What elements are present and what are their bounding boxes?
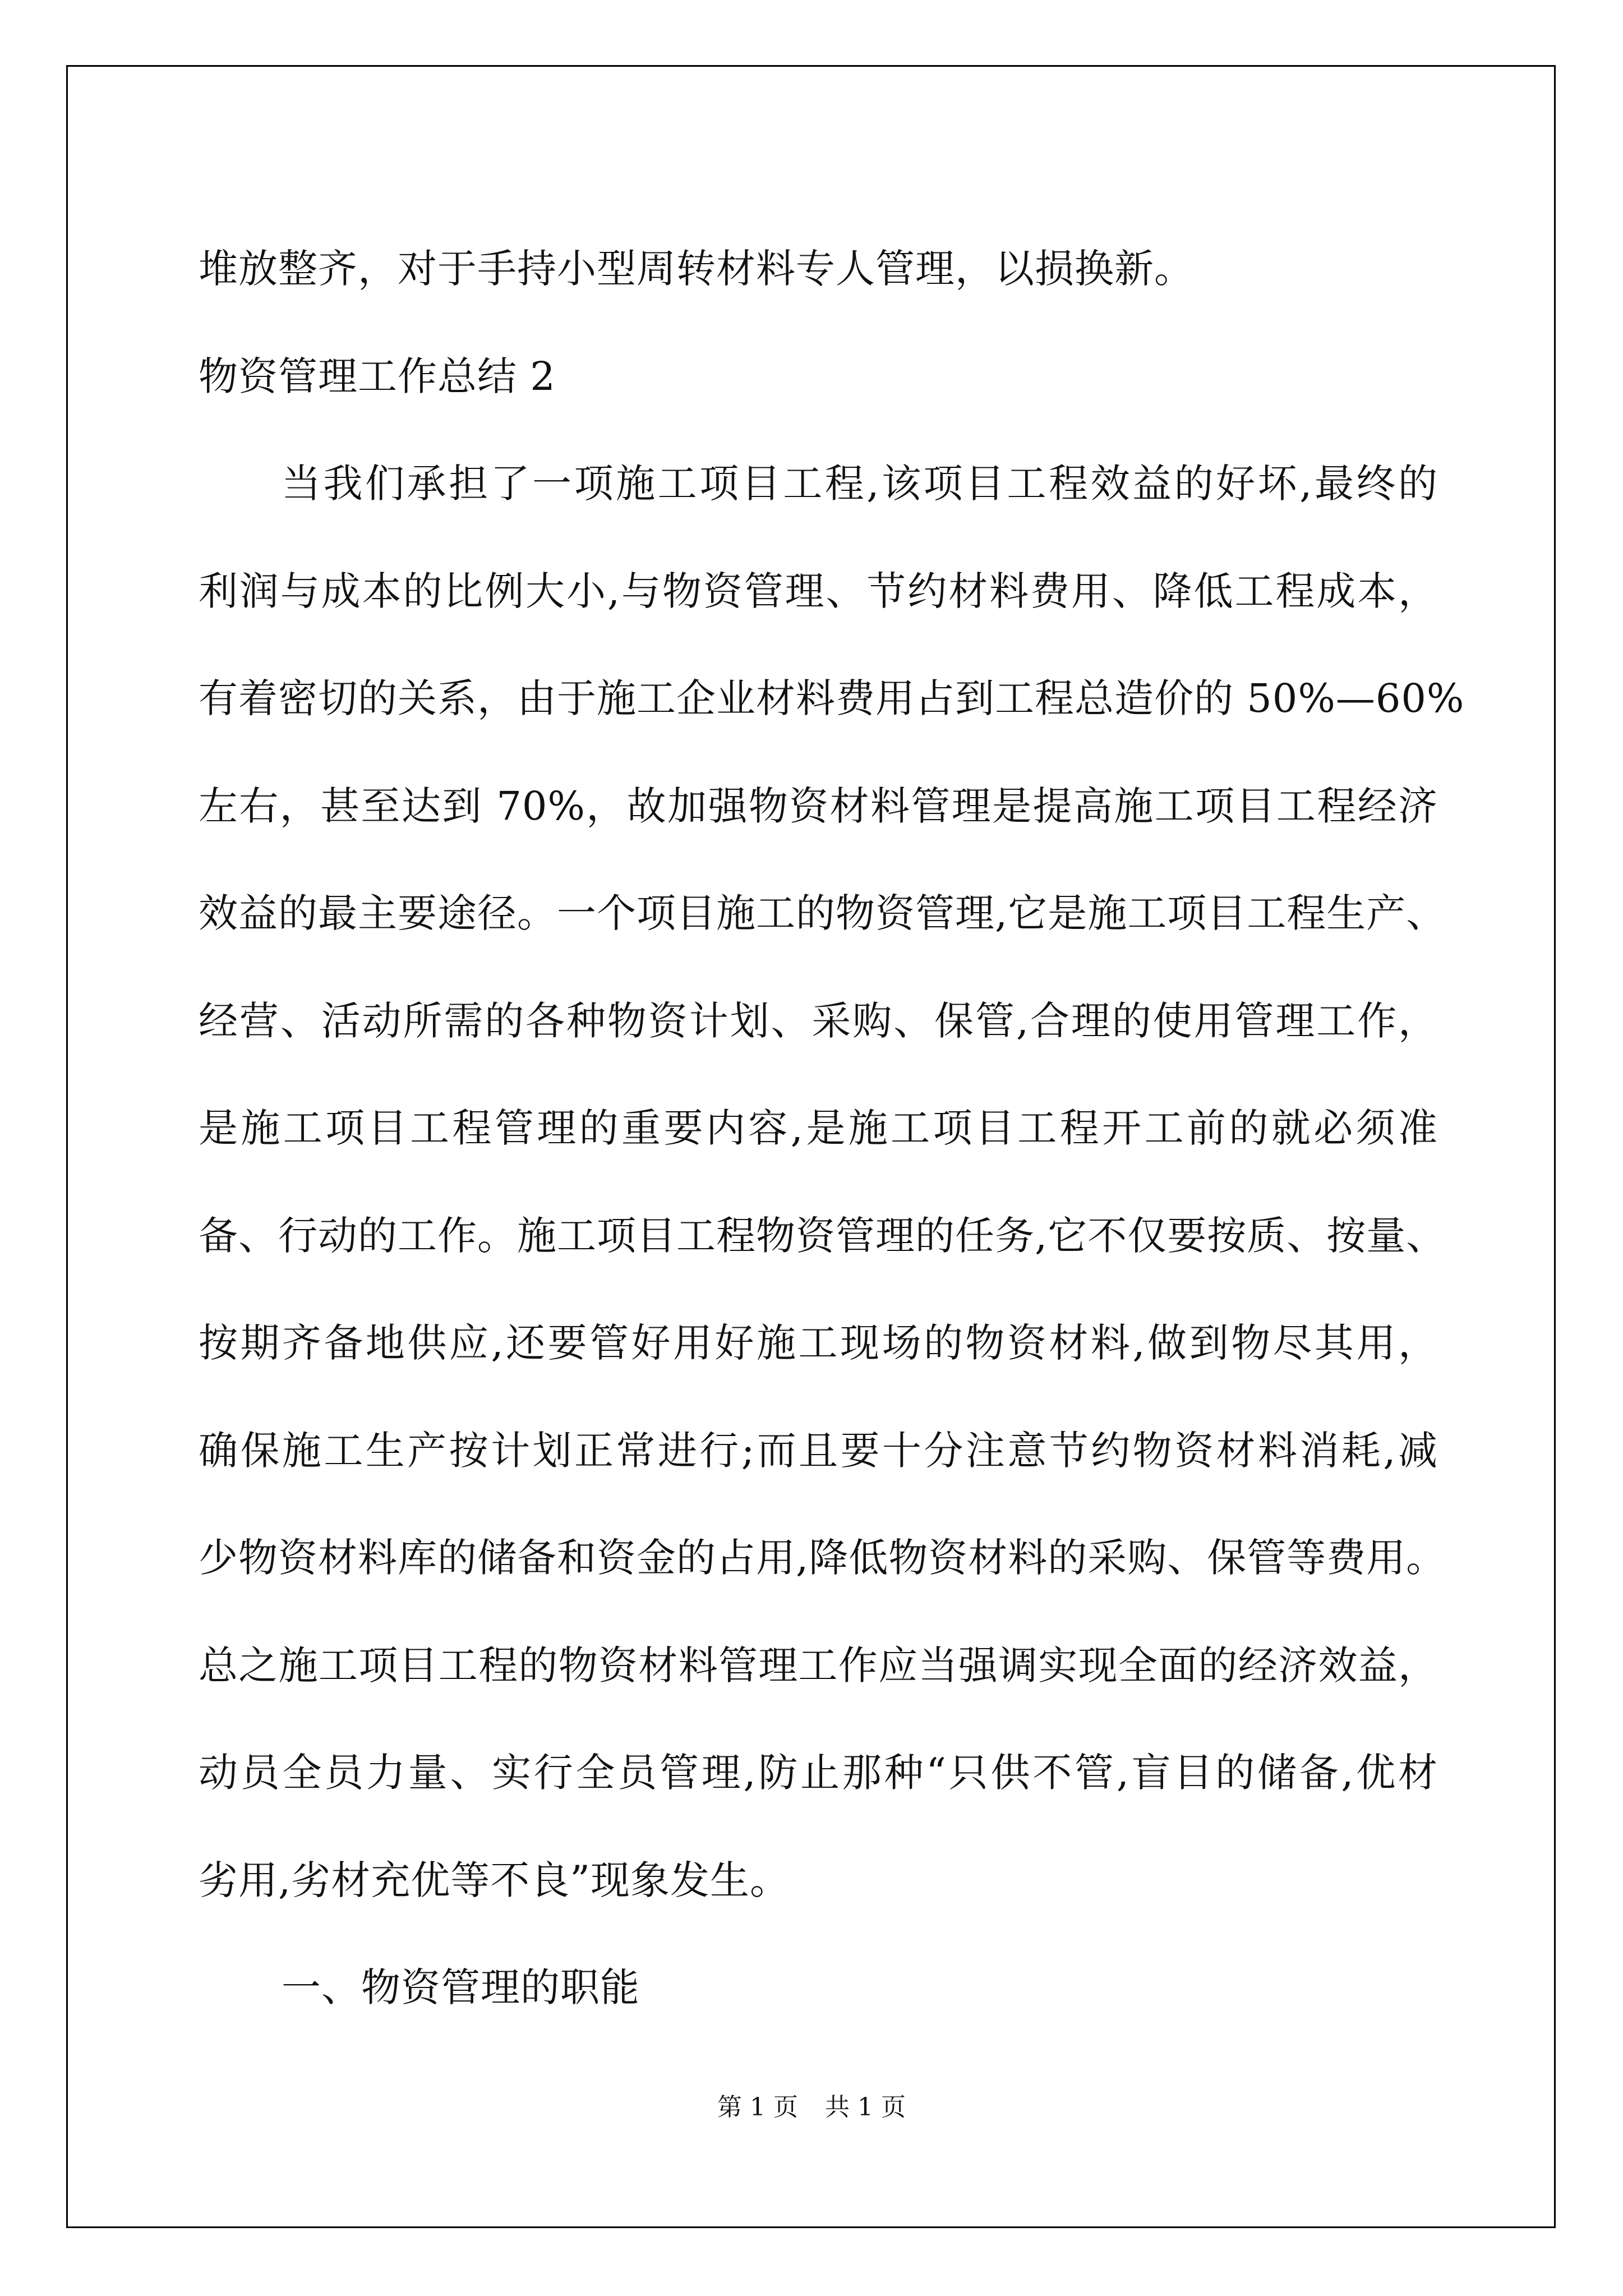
page-footer [0, 2087, 1623, 2123]
paragraph-line: 当我们承担了一项施工项目工程,该项目工程效益的好坏,最终的 [282, 461, 1438, 507]
paragraph-line: 经营、活动所需的各种物资计划、采购、保管,合理的使用管理工作， [199, 997, 1438, 1044]
paragraph-line: 有着密切的关系，由于施工企业材料费用占到工程总造价的 50%—60% [199, 675, 1465, 721]
paragraph-line: 确保施工生产按计划正常进行;而且要十分注意节约物资材料消耗,减 [199, 1427, 1438, 1474]
document-body [199, 215, 1465, 2042]
paragraph-line: 左右，甚至达到 70%，故加强物资材料管理是提高施工项目工程经济 [199, 783, 1438, 829]
paragraph-line: 利润与成本的比例大小,与物资管理、节约材料费用、降低工程成本， [199, 568, 1438, 614]
paragraph-line: 总之施工项目工程的物资材料管理工作应当强调实现全面的经济效益， [199, 1642, 1438, 1688]
paragraph-line: 劣用,劣材充优等不良”现象发生。 [199, 1857, 790, 1903]
subsection-heading: 一、物资管理的职能 [282, 1964, 640, 2010]
paragraph-line: 是施工项目工程管理的重要内容,是施工项目工程开工前的就必须准 [199, 1105, 1438, 1151]
paragraph-line: 动员全员力量、实行全员管理,防止那种“只供不管,盲目的储备,优材 [199, 1750, 1438, 1796]
section-heading: 物资管理工作总结 2 [199, 353, 556, 399]
paragraph-line: 堆放整齐，对于手持小型周转材料专人管理，以损换新。 [199, 246, 1194, 292]
page-total: 共 1 页 [825, 2093, 906, 2122]
paragraph-line: 按期齐备地供应,还要管好用好施工现场的物资材料,做到物尽其用， [199, 1320, 1438, 1366]
paragraph-line: 少物资材料库的储备和资金的占用,降低物资材料的采购、保管等费用。 [199, 1535, 1446, 1581]
paragraph-line: 效益的最主要途径。一个项目施工的物资管理,它是施工项目工程生产、 [199, 890, 1446, 936]
paragraph-line: 备、行动的工作。施工项目工程物资管理的任务,它不仅要按质、按量、 [199, 1212, 1446, 1259]
page-number: 第 1 页 [717, 2093, 798, 2122]
